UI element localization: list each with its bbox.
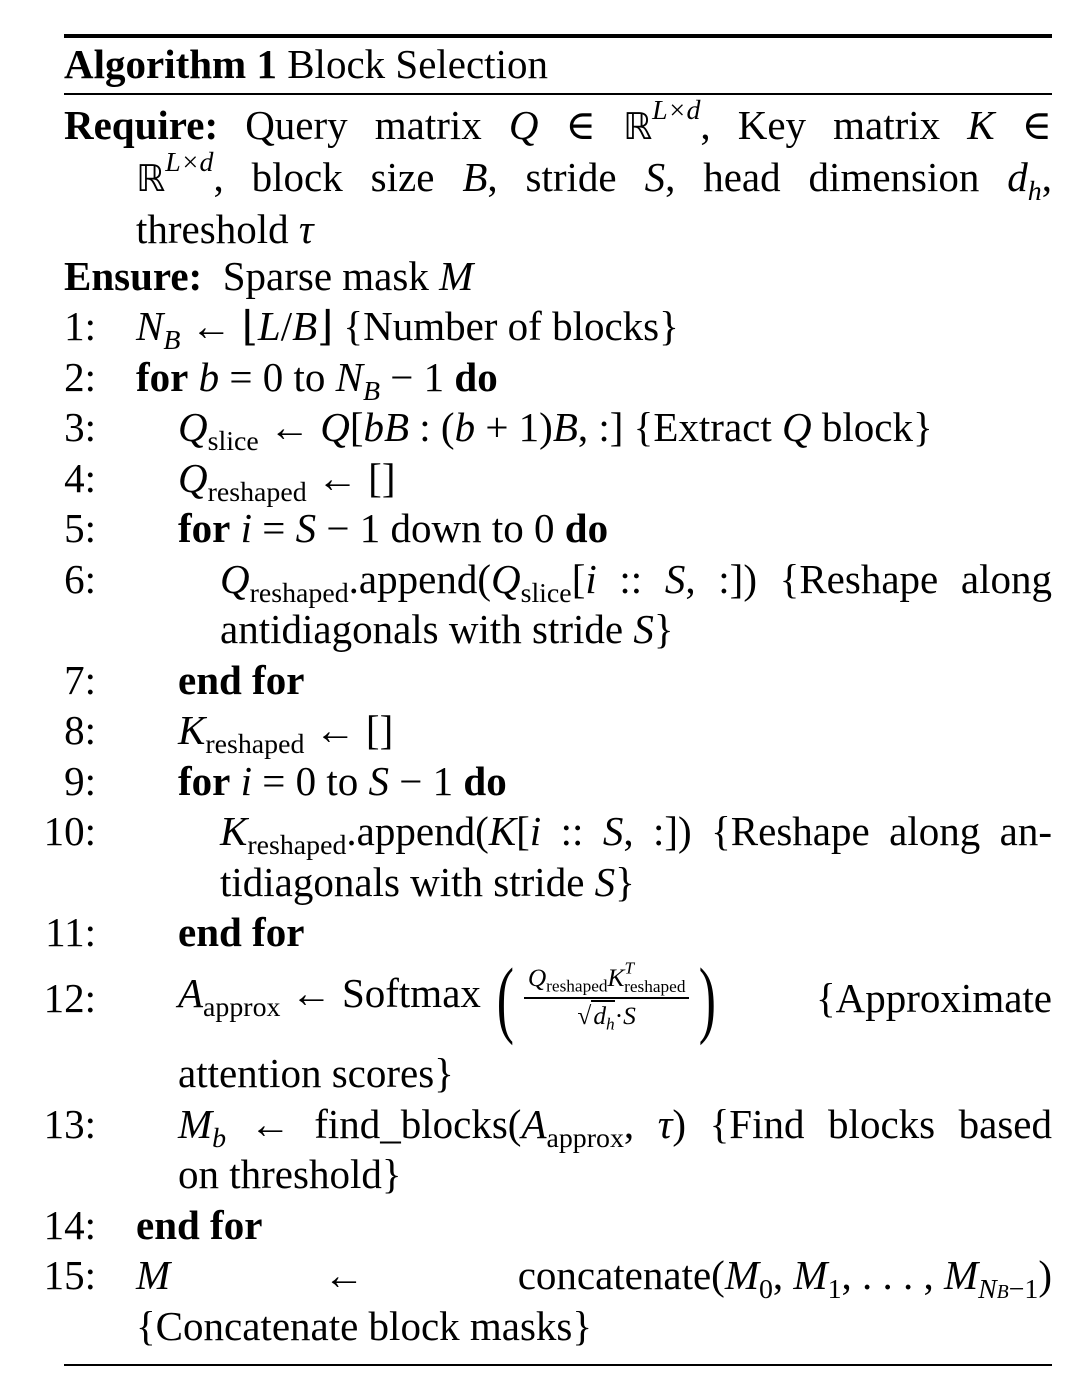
require-block: Require: Query matrix Q ∈ ℝ$^{L\times d}$, Key matrix K ∈ ℝ$^{L\times d}$, block size B, stride S, head dimension $d_h$, threshold τ [64, 94, 1052, 252]
bottom-rule [64, 1364, 1052, 1366]
ensure-keyword: Ensure: [64, 253, 203, 299]
softmax-fraction: $\frac{Q_{reshaped}K^T_{reshaped}}{√d_h\cdot S}$ [524, 963, 690, 1033]
algorithm-caption [64, 40, 548, 88]
top-rule [64, 34, 1052, 38]
require-keyword: Require: [64, 102, 219, 148]
caption-rule [64, 93, 1052, 95]
algorithm-title: Block Selection [287, 41, 548, 87]
ensure-block: Ensure: Sparse mask M [64, 253, 474, 299]
algorithm-label: Algorithm 1 [64, 41, 277, 87]
